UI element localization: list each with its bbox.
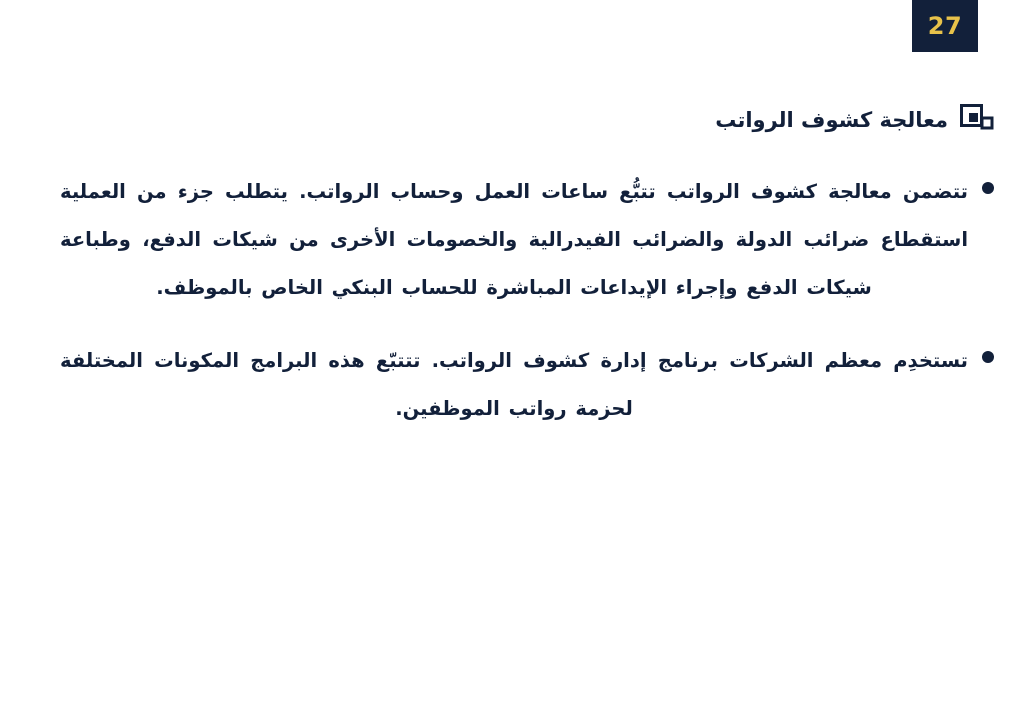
bullet-text: تستخدِم معظم الشركات برنامج إدارة كشوف الرواتب. تتتبّع هذه البرامج المكونات المختلفة لحزمة رواتب الموظفين. <box>60 349 968 421</box>
page-number-badge <box>912 0 978 52</box>
bullet-item <box>60 168 994 311</box>
bullet-dot-icon <box>982 182 994 194</box>
slide-body <box>60 168 994 459</box>
bullet-dot-icon <box>982 351 994 363</box>
page-number: 27 <box>927 12 963 40</box>
bullet-item <box>60 337 994 433</box>
slide-title-row <box>60 104 994 138</box>
layers-icon <box>960 104 994 138</box>
bullet-text: تتضمن معالجة كشوف الرواتب تتبُّع ساعات العمل وحساب الرواتب. يتطلب جزء من العملية استقطاع ضرائب الدولة والضرائب الفيدرالية والخصومات الأخرى من شيكات الدفع، وطباعة شيكات الدفع وإجراء الإيداعات المباشرة للحساب البنكي الخاص بالموظف. <box>60 180 968 299</box>
page-title: معالجة كشوف الرواتب <box>715 108 948 133</box>
